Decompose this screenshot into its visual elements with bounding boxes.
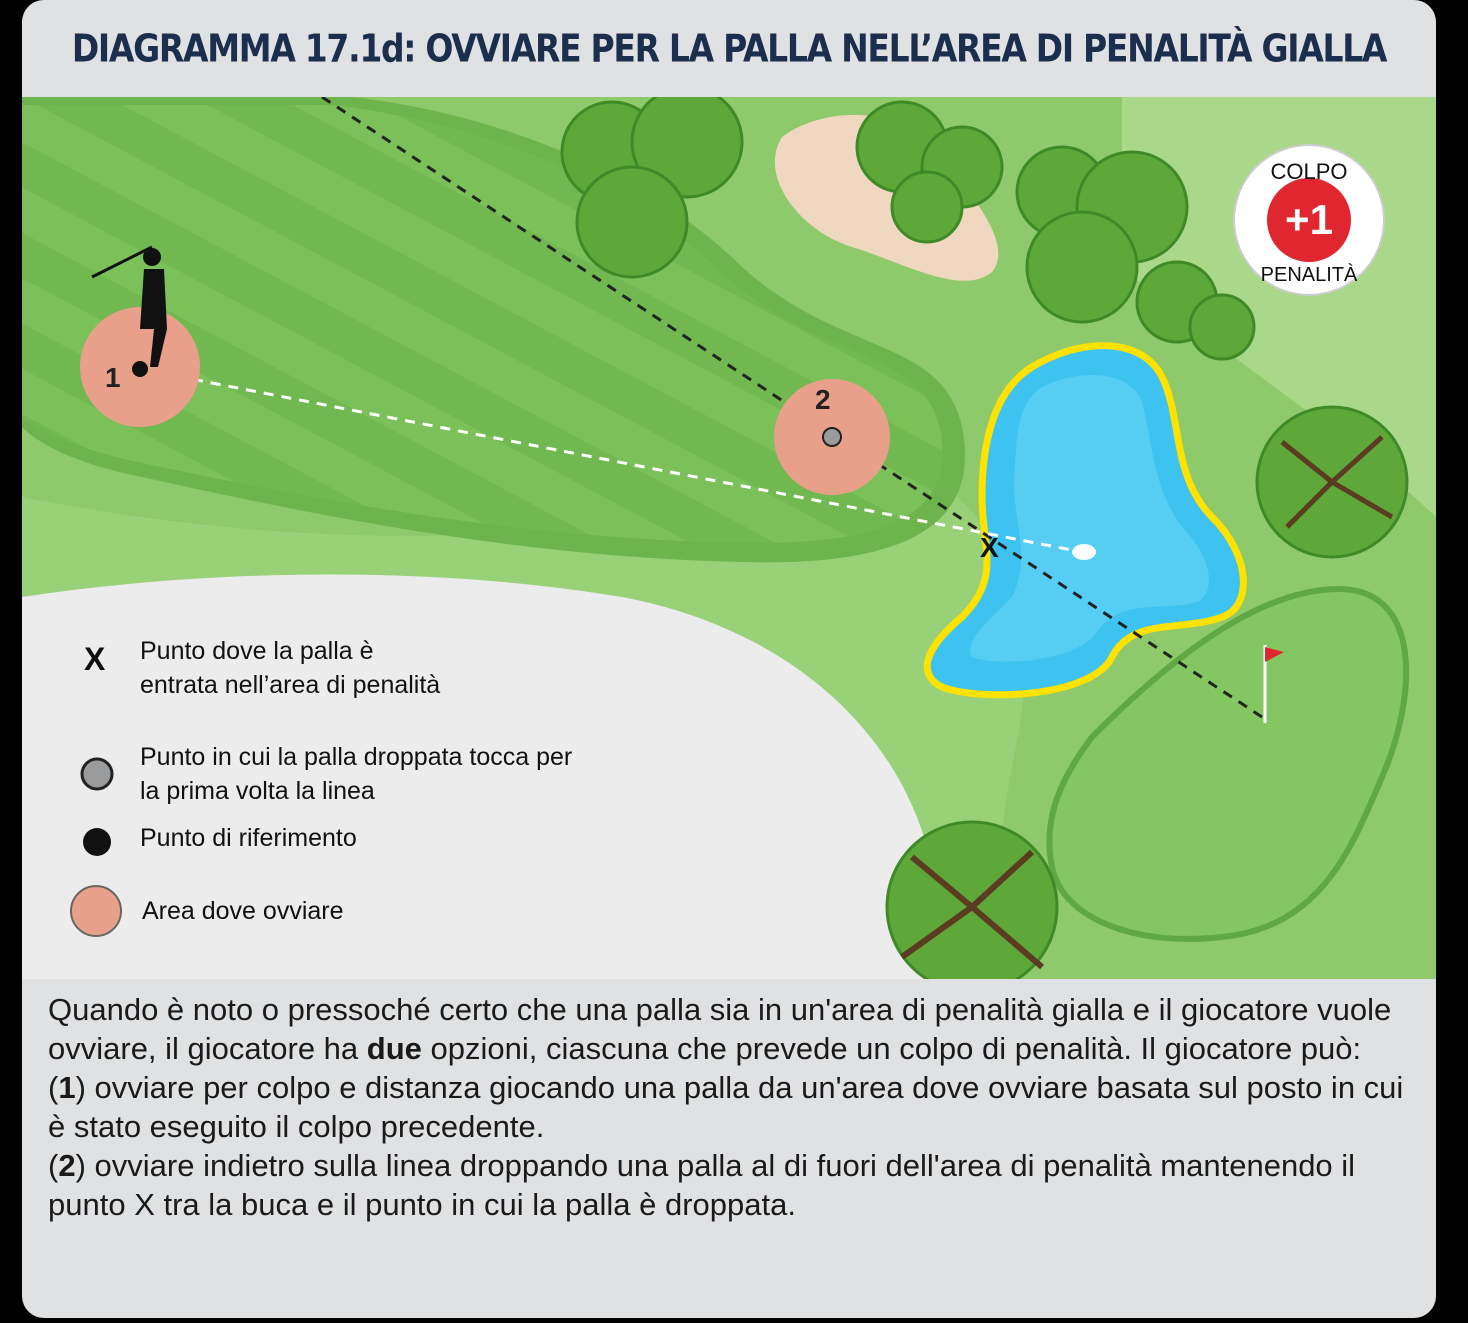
legend-grey-icon	[82, 759, 112, 789]
reference-point-1	[132, 361, 148, 377]
reference-point-2	[823, 428, 841, 446]
option-2: (2) ovviare indietro sulla linea droppando una palla al di fuori dell'area di penalità mantenendo il punto X tra la buca e il punto in cui la palla è droppata.	[48, 1148, 1356, 1222]
tree-right	[1257, 407, 1407, 557]
relief-2-label: 2	[815, 384, 831, 415]
intro-paragraph: Quando è noto o pressoché certo che una palla sia in un'area di penalità gialla e il giocatore vuole ovviare, il giocatore ha due opzioni, ciascuna che prevede un colpo di penalità. Il giocatore può:	[48, 992, 1392, 1066]
explanation-text	[48, 990, 1418, 1224]
legend-grey-label: Punto in cui la palla droppata tocca per la prima volta la linea	[140, 743, 573, 805]
diagram-title: DIAGRAMMA 17.1d: OVVIARE PER LA PALLA NELL’AREA DI PENALITÀ GIALLA	[71, 26, 1387, 71]
svg-text:+1: +1	[1285, 196, 1333, 243]
legend-pink-label: Area dove ovviare	[142, 897, 344, 925]
svg-text:COLPO: COLPO	[1270, 159, 1348, 184]
ball-in-water	[1072, 544, 1096, 560]
legend-x-label: Punto dove la palla è entrata nell’area di penalità	[140, 637, 441, 699]
relief-1-label: 1	[105, 362, 121, 393]
legend-black-icon	[83, 828, 111, 856]
option-1: (1) ovviare per colpo e distanza giocando una palla da un'area dove ovviare basata sul posto in cui è stato eseguito il colpo precedente.	[48, 1070, 1404, 1144]
svg-text:PENALITÀ: PENALITÀ	[1260, 264, 1358, 286]
legend-pink-icon	[71, 886, 121, 936]
diagram-card	[22, 0, 1436, 1318]
penalty-badge	[1234, 145, 1384, 295]
course-illustration	[22, 97, 1436, 979]
legend-x-icon: X	[84, 641, 106, 677]
legend-black-label: Punto di riferimento	[140, 824, 357, 852]
tree-bottom	[887, 822, 1057, 979]
entry-point-x: X	[980, 532, 999, 563]
